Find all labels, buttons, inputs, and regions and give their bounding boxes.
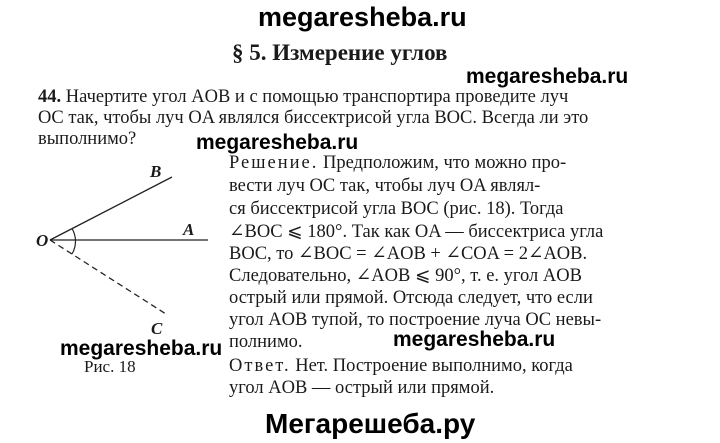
problem-line-2: OC так, чтобы луч OA являлся биссектрисой угла BOC. Всегда ли это (38, 108, 589, 128)
watermark-right-2: megaresheba.ru (196, 131, 359, 154)
label-a: A (183, 220, 195, 239)
answer-lead: Ответ. (229, 356, 291, 376)
watermark-right-3: megaresheba.ru (393, 328, 556, 351)
ray-oc (50, 240, 166, 314)
ray-ob (50, 177, 172, 240)
solution-text-1: Предположим, что можно про- (322, 153, 567, 173)
problem-line-3: выполнимо? (38, 129, 137, 149)
answer-text-1: Нет. Построение выполнимо, когда (295, 356, 573, 376)
label-c: C (151, 319, 163, 338)
solution-line-8: угол AOB тупой, то построение луча OC невы- (229, 310, 602, 330)
problem-number: 44. (38, 87, 62, 107)
solution-line-4: ∠BOC ⩽ 180°. Так как OA — биссектриса угла (229, 222, 604, 242)
solution-lead: Решение. (229, 153, 319, 173)
watermark-top: megaresheba.ru (258, 2, 467, 32)
figure-caption: Рис. 18 (84, 357, 136, 376)
solution-line-9: полнимо. (229, 332, 303, 352)
solution-line-7: острый или прямой. Отсюда следует, что если (229, 288, 593, 308)
solution-line-3: ся биссектрисой угла BOC (рис. 18). Тогда (229, 199, 564, 219)
solution-line-6: Следовательно, ∠AOB ⩽ 90°, т. е. угол AOB (229, 266, 582, 286)
solution-line-2: вести луч OC так, чтобы луч OA являл- (229, 176, 541, 196)
watermark-bottom: Мегарешеба.ру (265, 408, 476, 439)
watermark-right-1: megaresheba.ru (466, 65, 629, 88)
problem-text-1: Начертите угол AOB и с помощью транспортира проведите луч (65, 87, 569, 107)
label-b: B (150, 162, 162, 181)
section-heading: § 5. Измерение углов (232, 40, 448, 65)
solution-line-5: BOC, то ∠BOC = ∠AOB + ∠COA = 2∠AOB. (229, 244, 588, 264)
answer-line-2: угол AOB — острый или прямой. (229, 378, 495, 398)
angle-arc (72, 229, 75, 255)
watermark-left: megaresheba.ru (60, 337, 223, 360)
label-o: O (36, 231, 49, 250)
